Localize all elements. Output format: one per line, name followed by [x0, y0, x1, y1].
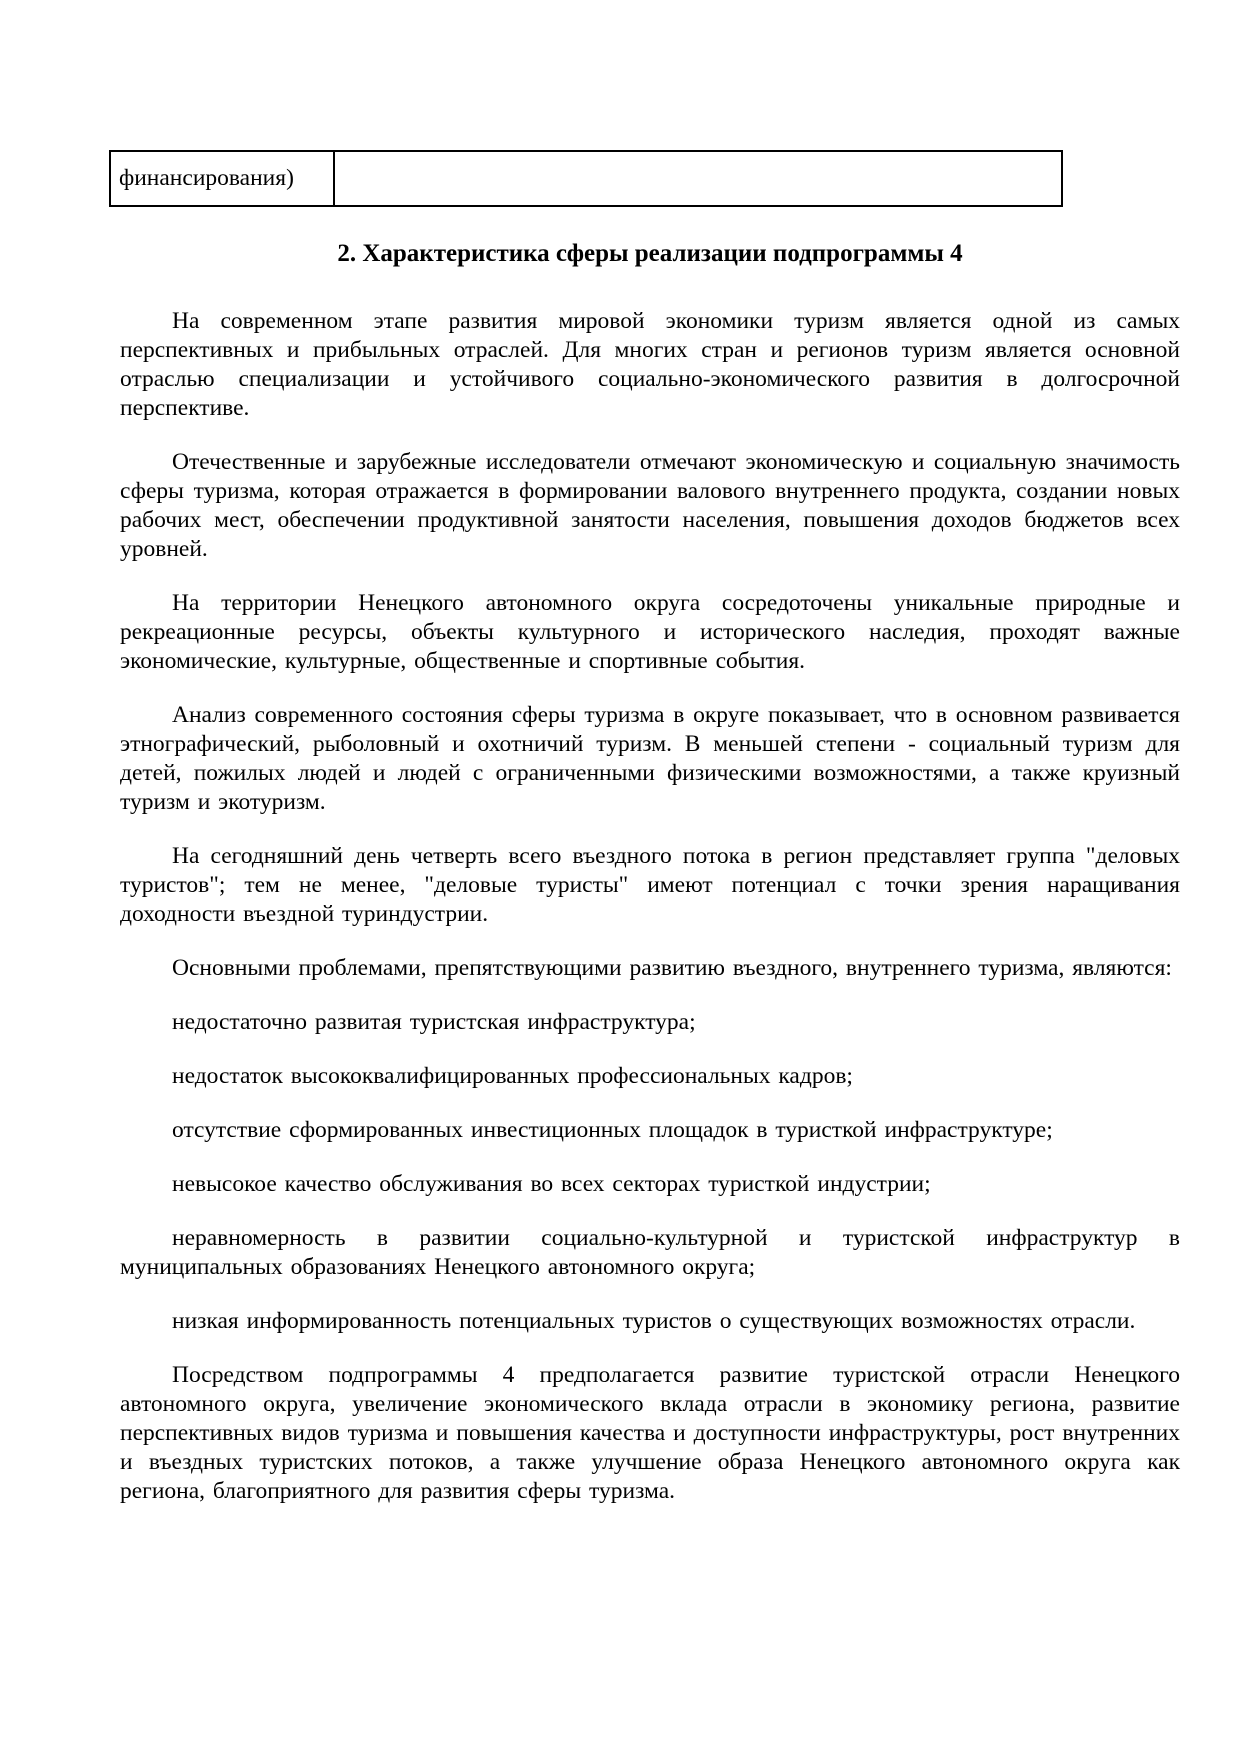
list-item-personnel: недостаток высококвалифицированных профессиональных кадров;: [172, 1063, 853, 1089]
paragraph-researchers: Отечественные и зарубежные исследователи отмечают экономическую и социальную значимость сферы туризма, которая отражается в формировании валового внутреннего продукта, создании новых рабочих мест, обеспечении продуктивной занятости населения, повышения доходов бюджетов всех уровней.: [120, 449, 1180, 562]
section-heading: 2. Характеристика сферы реализации подпрограммы 4: [337, 240, 963, 267]
paragraph-problems-intro: Основными проблемами, препятствующими развитию въездного, внутреннего туризма, являются:: [172, 955, 1172, 981]
table-cell-empty: [334, 151, 1062, 206]
list-item-low-awareness: низкая информированность потенциальных туристов о существующих возможностях отрасли.: [172, 1308, 1136, 1334]
paragraph-territory-resources: На территории Ненецкого автономного округа сосредоточены уникальные природные и рекреационные ресурсы, объекты культурного и исторического наследия, проходят важные экономические, культурные, общественные и спортивные события.: [120, 590, 1180, 674]
table-cell-financing-label: финансирования): [110, 151, 334, 206]
paragraph-subprogram-goals: Посредством подпрограммы 4 предполагается развитие туристской отрасли Ненецкого автономного округа, увеличение экономического вклада отрасли в экономику региона, развитие перспективных видов туризма и повышения качества и доступности инфраструктуры, рост внутренних и въездных туристских потоков, а также улучшение образа Ненецкого автономного округа как региона, благоприятного для развития сферы туризма.: [120, 1362, 1180, 1504]
list-item-investment-sites: отсутствие сформированных инвестиционных площадок в туристкой инфраструктуре;: [172, 1117, 1053, 1143]
table-row: [110, 151, 1062, 206]
paragraph-intro-tourism: На современном этапе развития мировой экономики туризм является одной из самых перспективных и прибыльных отраслей. Для многих стран и регионов туризм является основной отраслью специализации и устойчивого социально-экономического развития в долгосрочной перспективе.: [120, 308, 1180, 421]
paragraph-business-tourists: На сегодняшний день четверть всего въездного потока в регион представляет группа "деловых туристов"; тем не менее, "деловые туристы" имеют потенциал с точки зрения наращивания доходности въездной туриндустрии.: [120, 843, 1180, 927]
table-fragment: [109, 150, 1063, 207]
list-item-uneven-development: неравномерность в развитии социально-культурной и туристской инфраструктур в муниципальных образованиях Ненецкого автономного округа;: [120, 1225, 1180, 1280]
list-item-service-quality: невысокое качество обслуживания во всех секторах туристкой индустрии;: [172, 1171, 931, 1197]
paragraph-analysis: Анализ современного состояния сферы туризма в округе показывает, что в основном развивается этнографический, рыболовный и охотничий туризм. В меньшей степени - социальный туризм для детей, пожилых людей и людей с ограниченными физическими возможностями, а также круизный туризм и экотуризм.: [120, 702, 1180, 815]
list-item-infrastructure: недостаточно развитая туристская инфраструктура;: [172, 1009, 696, 1035]
